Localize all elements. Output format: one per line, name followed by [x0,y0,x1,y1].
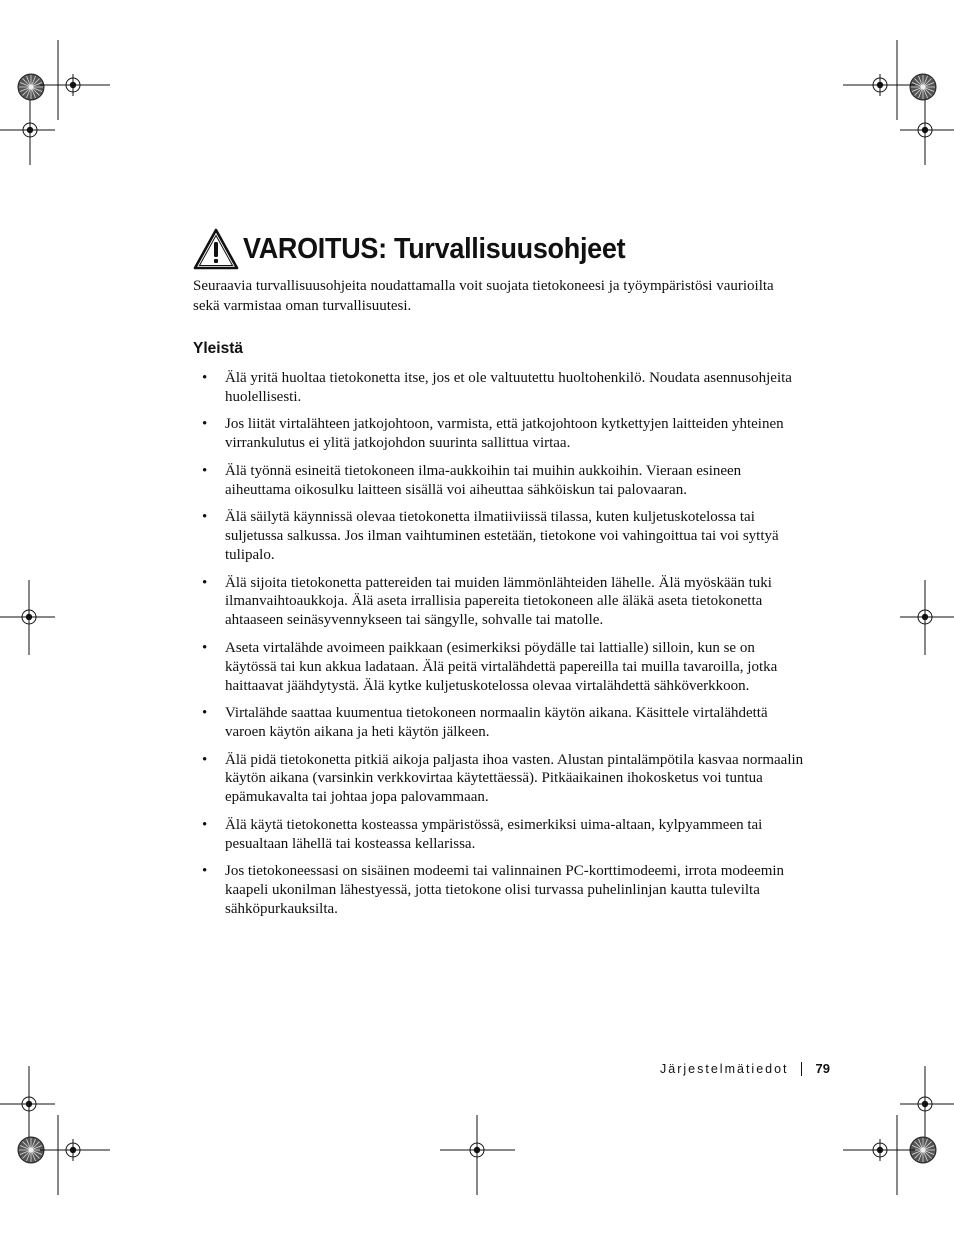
list-item [193,574,805,631]
list-item-text: Älä työnnä esineitä tietokoneen ilma-aukkoihin tai muihin aukkoihin. Vieraan esineen aiheuttama oikosulku laitteen sisällä voi aiheuttaa sähköiskun tai palovaaran. [225,462,742,498]
list-item [193,704,805,742]
registration-mark-icon [0,580,55,655]
bullet-icon: • [202,462,208,479]
page-header [193,228,654,270]
list-item [193,639,805,696]
section-heading: Yleistä [193,340,243,357]
page-number: 79 [815,1061,830,1076]
list-item-text: Älä yritä huoltaa tietokonetta itse, jos et ole valtuutettu huoltohenkilö. Noudata asennusohjeita huolellisesti. [225,370,792,405]
list-item-text: Älä sijoita tietokonetta pattereiden tai muiden lämmönlähteiden lähelle. Älä myöskään tuki ilmanvaihtoaukkoja. Älä aseta irrallisia papereita tietokoneen alle äläkä aseta tietokonetta ahtaaseen seinäsyvennykseen tai sängylle, sohvalle tai matolle. [225,574,772,629]
footer-section-name: Järjestelmätiedot [660,1061,789,1076]
intro-paragraph: Seuraavia turvallisuusohjeita noudattamalla voit suojata tietokoneesi ja työympäristösi vaurioilta sekä varmistaa oman turvallisuutesi. [193,278,774,314]
list-item [193,369,805,407]
list-item [193,508,805,565]
list-item-text: Älä pidä tietokonetta pitkiä aikoja paljasta ihoa vasten. Alustan pintalämpötila kasvaa normaalin käytön aikana (varsinkin verkkovirtaa käytettäessä). Pitkäaikainen ihokosketus voi tuntua epämukavalta tai johtaa jopa palovammaan. [225,751,804,806]
list-item-text: Älä säilytä käynnissä olevaa tietokonetta ilmatiiviissä tilassa, kuten kuljetuskotelossa tai suljetussa salkussa. Jos ilman vaihtuminen estetään, tietokone voi vahingoittua tai voi syttyä tulipalo. [225,509,779,564]
registration-mark-icon [0,1066,110,1195]
warning-triangle-icon [193,228,239,270]
bullet-icon: • [202,863,208,880]
list-item-text: Jos liität virtalähteen jatkojohtoon, varmista, että jatkojohtoon kytkettyjen laitteiden yhteinen virrankulutus ei ylitä jatkojohdon suurinta sallittua virtaa. [225,416,784,452]
list-item-text: Virtalähde saattaa kuumentua tietokoneen normaalin käytön aikana. Käsittele virtalähdettä varoen käytön aikana ja heti käytön jälkeen. [225,705,768,741]
registration-mark-icon [0,40,110,165]
list-item [193,751,805,808]
registration-mark-icon [843,1066,954,1195]
list-item [193,415,805,453]
page-title: VAROITUS: Turvallisuusohjeet [243,233,626,265]
list-item-text: Älä käytä tietokonetta kosteassa ympäristössä, esimerkiksi uima-altaan, kylpyammeen tai pesualtaan lähellä tai kosteassa kellarissa. [225,816,763,852]
footer-divider [801,1062,802,1076]
bullet-icon: • [202,751,208,768]
bullet-icon: • [202,574,208,591]
list-item-text: Aseta virtalähde avoimeen paikkaan (esimerkiksi pöydälle tai lattialle) silloin, kun se on käytössä tai kun akkua ladataan. Älä peitä virtalähdettä papereilla tai muilla tavaroilla, jotka haittaavat jäähdytystä. Älä kytke kuljetuskotelossa olevaa virtalähdettä sähköverkkoon. [225,639,778,694]
bullet-icon: • [202,416,208,433]
bullet-list [193,369,805,928]
list-item-text: Jos tietokoneessasi on sisäinen modeemi tai valinnainen PC-korttimodeemi, irrota modeemin kaapeli ukonilman lähestyessä, jotta tietokone olisi turvassa puhelinlinjan kautta tulevilta sähköpurkauksilta. [225,863,785,918]
list-item [193,862,805,919]
list-item [193,816,805,854]
registration-mark-icon [843,40,954,165]
page-footer [660,1061,830,1076]
bullet-icon: • [202,816,208,833]
registration-mark-icon [440,1115,515,1195]
bullet-icon: • [202,639,208,656]
bullet-icon: • [202,705,208,722]
list-item [193,462,805,500]
registration-mark-icon [900,580,954,655]
bullet-icon: • [202,509,208,526]
bullet-icon: • [202,370,208,386]
